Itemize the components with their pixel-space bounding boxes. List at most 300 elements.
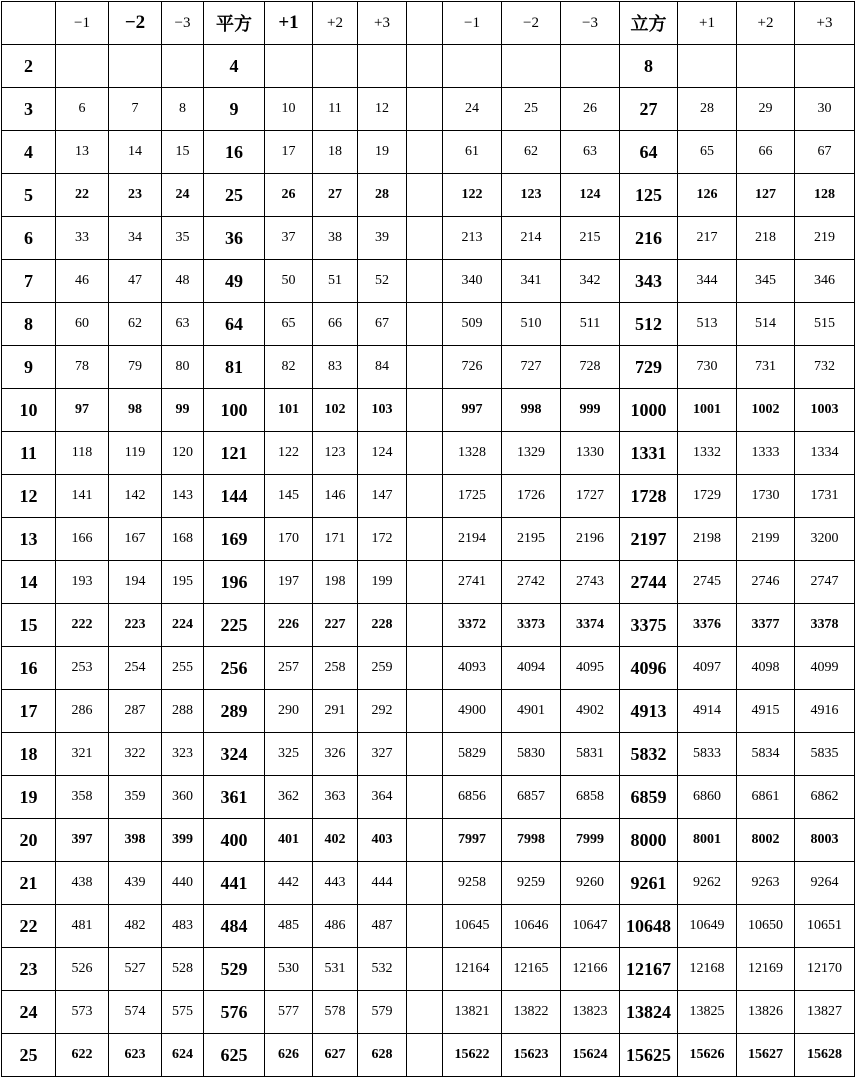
- square-plus-1-cell: 17: [265, 131, 313, 174]
- square-minus-1-cell: 193: [56, 561, 109, 604]
- square-cell: 529: [204, 948, 265, 991]
- gap-cell: [407, 432, 443, 475]
- cube-minus-3-cell: [561, 45, 620, 88]
- cube-cell: 1331: [620, 432, 678, 475]
- cube-plus-3-cell: 8003: [795, 819, 855, 862]
- square-cell: 576: [204, 991, 265, 1034]
- square-minus-1-cell: 286: [56, 690, 109, 733]
- cube-minus-2-cell: 1329: [502, 432, 561, 475]
- square-plus-3-cell: 67: [358, 303, 407, 346]
- square-plus-2-cell: 227: [313, 604, 358, 647]
- cube-plus-3-cell: 67: [795, 131, 855, 174]
- square-minus-1-cell: 78: [56, 346, 109, 389]
- cube-minus-3-cell: 215: [561, 217, 620, 260]
- gap-cell: [407, 346, 443, 389]
- row-number: 22: [2, 905, 56, 948]
- cube-minus-3-cell: 9260: [561, 862, 620, 905]
- cube-plus-1-cell: 1001: [678, 389, 737, 432]
- square-minus-1-cell: 222: [56, 604, 109, 647]
- header-square: 平方: [204, 2, 265, 45]
- square-plus-1-cell: 170: [265, 518, 313, 561]
- table-row: [2, 991, 855, 1034]
- cube-minus-1-cell: 122: [443, 174, 502, 217]
- cube-minus-3-cell: 2196: [561, 518, 620, 561]
- square-minus-1-cell: 46: [56, 260, 109, 303]
- square-plus-3-cell: 579: [358, 991, 407, 1034]
- table-row: [2, 862, 855, 905]
- cube-minus-2-cell: 5830: [502, 733, 561, 776]
- square-plus-1-cell: 197: [265, 561, 313, 604]
- cube-minus-2-cell: 9259: [502, 862, 561, 905]
- cube-minus-1-cell: 6856: [443, 776, 502, 819]
- row-number: 7: [2, 260, 56, 303]
- cube-cell: 3375: [620, 604, 678, 647]
- row-number: 12: [2, 475, 56, 518]
- square-plus-1-cell: 226: [265, 604, 313, 647]
- cube-plus-2-cell: 2746: [737, 561, 795, 604]
- square-plus-2-cell: 578: [313, 991, 358, 1034]
- cube-minus-1-cell: [443, 45, 502, 88]
- cube-plus-1-cell: [678, 45, 737, 88]
- cube-plus-1-cell: 12168: [678, 948, 737, 991]
- cube-minus-1-cell: 213: [443, 217, 502, 260]
- row-number: 5: [2, 174, 56, 217]
- row-number: 18: [2, 733, 56, 776]
- square-plus-1-cell: 362: [265, 776, 313, 819]
- square-plus-1-cell: 82: [265, 346, 313, 389]
- cube-plus-3-cell: 219: [795, 217, 855, 260]
- square-minus-1-cell: 358: [56, 776, 109, 819]
- cube-minus-3-cell: 1727: [561, 475, 620, 518]
- header-gap: [407, 2, 443, 45]
- square-minus-3-cell: 528: [162, 948, 204, 991]
- row-number: 4: [2, 131, 56, 174]
- cube-plus-2-cell: 731: [737, 346, 795, 389]
- square-cell: 169: [204, 518, 265, 561]
- square-minus-2-cell: 23: [109, 174, 162, 217]
- row-number: 11: [2, 432, 56, 475]
- square-plus-1-cell: 442: [265, 862, 313, 905]
- square-plus-1-cell: [265, 45, 313, 88]
- square-plus-2-cell: 443: [313, 862, 358, 905]
- square-minus-2-cell: 34: [109, 217, 162, 260]
- square-plus-1-cell: 530: [265, 948, 313, 991]
- header-cube-minus-3: −3: [561, 2, 620, 45]
- square-minus-3-cell: 80: [162, 346, 204, 389]
- square-plus-1-cell: 101: [265, 389, 313, 432]
- square-minus-1-cell: 97: [56, 389, 109, 432]
- table-row: [2, 131, 855, 174]
- row-number: 17: [2, 690, 56, 733]
- square-plus-2-cell: 51: [313, 260, 358, 303]
- square-minus-3-cell: 63: [162, 303, 204, 346]
- cube-cell: 8: [620, 45, 678, 88]
- cube-minus-2-cell: 123: [502, 174, 561, 217]
- cube-plus-3-cell: 732: [795, 346, 855, 389]
- gap-cell: [407, 303, 443, 346]
- gap-cell: [407, 561, 443, 604]
- square-minus-3-cell: 575: [162, 991, 204, 1034]
- square-cell: 4: [204, 45, 265, 88]
- cube-minus-2-cell: 13822: [502, 991, 561, 1034]
- cube-plus-3-cell: 3200: [795, 518, 855, 561]
- row-number: 2: [2, 45, 56, 88]
- cube-plus-1-cell: 2745: [678, 561, 737, 604]
- square-plus-2-cell: 531: [313, 948, 358, 991]
- cube-cell: 2744: [620, 561, 678, 604]
- row-number: 14: [2, 561, 56, 604]
- square-minus-3-cell: 440: [162, 862, 204, 905]
- square-plus-1-cell: 65: [265, 303, 313, 346]
- table-row: [2, 260, 855, 303]
- cube-minus-3-cell: 6858: [561, 776, 620, 819]
- cube-minus-1-cell: 9258: [443, 862, 502, 905]
- square-minus-3-cell: 360: [162, 776, 204, 819]
- cube-minus-1-cell: 1328: [443, 432, 502, 475]
- square-minus-2-cell: 194: [109, 561, 162, 604]
- square-plus-2-cell: 258: [313, 647, 358, 690]
- table-row: [2, 432, 855, 475]
- row-number: 9: [2, 346, 56, 389]
- square-plus-2-cell: [313, 45, 358, 88]
- header-cube: 立方: [620, 2, 678, 45]
- cube-minus-3-cell: 13823: [561, 991, 620, 1034]
- square-minus-3-cell: 195: [162, 561, 204, 604]
- table-row: [2, 1034, 855, 1077]
- cube-minus-2-cell: 2195: [502, 518, 561, 561]
- square-cell: 16: [204, 131, 265, 174]
- row-number: 8: [2, 303, 56, 346]
- cube-plus-3-cell: 9264: [795, 862, 855, 905]
- square-minus-1-cell: 481: [56, 905, 109, 948]
- cube-plus-3-cell: [795, 45, 855, 88]
- gap-cell: [407, 518, 443, 561]
- square-minus-3-cell: 255: [162, 647, 204, 690]
- square-plus-2-cell: 326: [313, 733, 358, 776]
- cube-minus-3-cell: 3374: [561, 604, 620, 647]
- cube-minus-3-cell: 5831: [561, 733, 620, 776]
- cube-plus-2-cell: 1333: [737, 432, 795, 475]
- square-minus-1-cell: 397: [56, 819, 109, 862]
- square-cell: 400: [204, 819, 265, 862]
- gap-cell: [407, 647, 443, 690]
- square-minus-3-cell: 120: [162, 432, 204, 475]
- cube-minus-2-cell: 2742: [502, 561, 561, 604]
- cube-minus-3-cell: 7999: [561, 819, 620, 862]
- cube-plus-2-cell: 66: [737, 131, 795, 174]
- cube-plus-1-cell: 2198: [678, 518, 737, 561]
- row-number: 25: [2, 1034, 56, 1077]
- cube-plus-3-cell: 15628: [795, 1034, 855, 1077]
- cube-cell: 4096: [620, 647, 678, 690]
- square-cell: 361: [204, 776, 265, 819]
- header-square-minus-3: −3: [162, 2, 204, 45]
- gap-cell: [407, 948, 443, 991]
- cube-plus-2-cell: 8002: [737, 819, 795, 862]
- square-plus-2-cell: 146: [313, 475, 358, 518]
- square-plus-2-cell: 83: [313, 346, 358, 389]
- cube-minus-2-cell: 4901: [502, 690, 561, 733]
- cube-minus-2-cell: 25: [502, 88, 561, 131]
- cube-cell: 1728: [620, 475, 678, 518]
- cube-minus-1-cell: 5829: [443, 733, 502, 776]
- square-plus-2-cell: 66: [313, 303, 358, 346]
- cube-cell: 10648: [620, 905, 678, 948]
- square-minus-3-cell: 143: [162, 475, 204, 518]
- square-plus-1-cell: 26: [265, 174, 313, 217]
- cube-minus-1-cell: 2741: [443, 561, 502, 604]
- row-number: 3: [2, 88, 56, 131]
- cube-plus-3-cell: 13827: [795, 991, 855, 1034]
- header-square-minus-2: −2: [109, 2, 162, 45]
- header-cube-minus-1: −1: [443, 2, 502, 45]
- table-row: [2, 819, 855, 862]
- row-number: 10: [2, 389, 56, 432]
- cube-minus-2-cell: 6857: [502, 776, 561, 819]
- gap-cell: [407, 991, 443, 1034]
- square-cell: 225: [204, 604, 265, 647]
- square-cell: 9: [204, 88, 265, 131]
- header-square-plus-1: +1: [265, 2, 313, 45]
- square-plus-1-cell: 37: [265, 217, 313, 260]
- cube-plus-2-cell: 127: [737, 174, 795, 217]
- cube-minus-2-cell: 510: [502, 303, 561, 346]
- table-row: [2, 948, 855, 991]
- square-plus-3-cell: 52: [358, 260, 407, 303]
- cube-plus-2-cell: 5834: [737, 733, 795, 776]
- square-plus-2-cell: 627: [313, 1034, 358, 1077]
- table-row: [2, 690, 855, 733]
- cube-plus-3-cell: 515: [795, 303, 855, 346]
- cube-cell: 9261: [620, 862, 678, 905]
- square-plus-3-cell: 172: [358, 518, 407, 561]
- square-minus-2-cell: 623: [109, 1034, 162, 1077]
- row-number: 16: [2, 647, 56, 690]
- square-minus-3-cell: [162, 45, 204, 88]
- square-minus-2-cell: 62: [109, 303, 162, 346]
- square-minus-1-cell: 6: [56, 88, 109, 131]
- square-minus-2-cell: 359: [109, 776, 162, 819]
- cube-plus-1-cell: 9262: [678, 862, 737, 905]
- cube-minus-2-cell: 341: [502, 260, 561, 303]
- square-minus-3-cell: 15: [162, 131, 204, 174]
- square-plus-2-cell: 102: [313, 389, 358, 432]
- table-row: [2, 776, 855, 819]
- square-plus-2-cell: 486: [313, 905, 358, 948]
- cube-plus-2-cell: 218: [737, 217, 795, 260]
- square-plus-3-cell: 39: [358, 217, 407, 260]
- square-plus-1-cell: 257: [265, 647, 313, 690]
- square-minus-1-cell: 118: [56, 432, 109, 475]
- square-cell: 64: [204, 303, 265, 346]
- cube-plus-2-cell: 6861: [737, 776, 795, 819]
- cube-minus-3-cell: 1330: [561, 432, 620, 475]
- square-minus-1-cell: 141: [56, 475, 109, 518]
- gap-cell: [407, 260, 443, 303]
- row-number: 19: [2, 776, 56, 819]
- cube-minus-3-cell: 124: [561, 174, 620, 217]
- cube-minus-3-cell: 12166: [561, 948, 620, 991]
- gap-cell: [407, 45, 443, 88]
- cube-cell: 6859: [620, 776, 678, 819]
- gap-cell: [407, 88, 443, 131]
- square-plus-3-cell: 147: [358, 475, 407, 518]
- table-row: [2, 561, 855, 604]
- square-minus-2-cell: 167: [109, 518, 162, 561]
- square-plus-1-cell: 10: [265, 88, 313, 131]
- cube-minus-2-cell: 7998: [502, 819, 561, 862]
- cube-minus-2-cell: 15623: [502, 1034, 561, 1077]
- header-corner: [2, 2, 56, 45]
- square-cell: 100: [204, 389, 265, 432]
- cube-minus-1-cell: 24: [443, 88, 502, 131]
- table-row: [2, 905, 855, 948]
- gap-cell: [407, 733, 443, 776]
- square-minus-2-cell: 47: [109, 260, 162, 303]
- square-minus-1-cell: 622: [56, 1034, 109, 1077]
- square-plus-1-cell: 325: [265, 733, 313, 776]
- cube-plus-1-cell: 15626: [678, 1034, 737, 1077]
- square-minus-2-cell: 574: [109, 991, 162, 1034]
- cube-minus-2-cell: 1726: [502, 475, 561, 518]
- square-minus-1-cell: 526: [56, 948, 109, 991]
- cube-plus-1-cell: 8001: [678, 819, 737, 862]
- square-minus-1-cell: 321: [56, 733, 109, 776]
- cube-cell: 4913: [620, 690, 678, 733]
- cube-cell: 2197: [620, 518, 678, 561]
- square-plus-3-cell: 12: [358, 88, 407, 131]
- square-plus-3-cell: 403: [358, 819, 407, 862]
- cube-plus-1-cell: 6860: [678, 776, 737, 819]
- cube-plus-2-cell: 29: [737, 88, 795, 131]
- square-plus-1-cell: 577: [265, 991, 313, 1034]
- square-plus-1-cell: 145: [265, 475, 313, 518]
- cube-plus-1-cell: 5833: [678, 733, 737, 776]
- square-cell: 289: [204, 690, 265, 733]
- square-minus-2-cell: 254: [109, 647, 162, 690]
- cube-plus-3-cell: 1003: [795, 389, 855, 432]
- cube-minus-1-cell: 13821: [443, 991, 502, 1034]
- square-minus-2-cell: 98: [109, 389, 162, 432]
- table-row: [2, 303, 855, 346]
- header-cube-plus-3: +3: [795, 2, 855, 45]
- gap-cell: [407, 475, 443, 518]
- cube-cell: 1000: [620, 389, 678, 432]
- cube-minus-2-cell: 727: [502, 346, 561, 389]
- cube-plus-2-cell: 345: [737, 260, 795, 303]
- table-row: [2, 45, 855, 88]
- square-minus-2-cell: 79: [109, 346, 162, 389]
- cube-plus-1-cell: 126: [678, 174, 737, 217]
- cube-plus-2-cell: 9263: [737, 862, 795, 905]
- cube-plus-3-cell: 12170: [795, 948, 855, 991]
- cube-plus-3-cell: 2747: [795, 561, 855, 604]
- cube-minus-1-cell: 12164: [443, 948, 502, 991]
- square-cell: 484: [204, 905, 265, 948]
- gap-cell: [407, 174, 443, 217]
- cube-minus-1-cell: 509: [443, 303, 502, 346]
- cube-plus-3-cell: 4099: [795, 647, 855, 690]
- table-row: [2, 217, 855, 260]
- gap-cell: [407, 389, 443, 432]
- cube-cell: 8000: [620, 819, 678, 862]
- square-minus-2-cell: 119: [109, 432, 162, 475]
- square-cell: 49: [204, 260, 265, 303]
- square-cell: 625: [204, 1034, 265, 1077]
- square-plus-3-cell: 259: [358, 647, 407, 690]
- table-row: [2, 733, 855, 776]
- gap-cell: [407, 1034, 443, 1077]
- square-cell: 441: [204, 862, 265, 905]
- cube-plus-2-cell: 12169: [737, 948, 795, 991]
- square-plus-1-cell: 485: [265, 905, 313, 948]
- gap-cell: [407, 862, 443, 905]
- cube-minus-1-cell: 2194: [443, 518, 502, 561]
- square-minus-2-cell: 14: [109, 131, 162, 174]
- row-number: 24: [2, 991, 56, 1034]
- cube-minus-1-cell: 7997: [443, 819, 502, 862]
- square-minus-3-cell: 288: [162, 690, 204, 733]
- cube-minus-3-cell: 4902: [561, 690, 620, 733]
- cube-minus-3-cell: 26: [561, 88, 620, 131]
- cube-cell: 343: [620, 260, 678, 303]
- cube-plus-1-cell: 344: [678, 260, 737, 303]
- cube-plus-3-cell: 1731: [795, 475, 855, 518]
- square-minus-1-cell: 22: [56, 174, 109, 217]
- square-plus-3-cell: 28: [358, 174, 407, 217]
- table-row: [2, 647, 855, 690]
- cube-plus-2-cell: 1002: [737, 389, 795, 432]
- cube-minus-3-cell: 10647: [561, 905, 620, 948]
- square-minus-3-cell: 99: [162, 389, 204, 432]
- square-plus-2-cell: 291: [313, 690, 358, 733]
- row-number: 21: [2, 862, 56, 905]
- cube-plus-1-cell: 3376: [678, 604, 737, 647]
- cube-plus-1-cell: 730: [678, 346, 737, 389]
- header-square-plus-3: +3: [358, 2, 407, 45]
- square-plus-3-cell: 628: [358, 1034, 407, 1077]
- cube-minus-2-cell: 62: [502, 131, 561, 174]
- square-minus-3-cell: 624: [162, 1034, 204, 1077]
- cube-cell: 5832: [620, 733, 678, 776]
- row-number: 13: [2, 518, 56, 561]
- square-cell: 81: [204, 346, 265, 389]
- cube-minus-3-cell: 2743: [561, 561, 620, 604]
- cube-plus-2-cell: 4915: [737, 690, 795, 733]
- table-row: [2, 475, 855, 518]
- cube-plus-2-cell: [737, 45, 795, 88]
- square-plus-3-cell: 532: [358, 948, 407, 991]
- gap-cell: [407, 690, 443, 733]
- square-plus-2-cell: 18: [313, 131, 358, 174]
- table-row: [2, 604, 855, 647]
- square-plus-2-cell: 363: [313, 776, 358, 819]
- square-minus-2-cell: 398: [109, 819, 162, 862]
- square-plus-3-cell: 292: [358, 690, 407, 733]
- square-minus-2-cell: 142: [109, 475, 162, 518]
- cube-minus-2-cell: 214: [502, 217, 561, 260]
- square-minus-2-cell: 223: [109, 604, 162, 647]
- cube-plus-2-cell: 514: [737, 303, 795, 346]
- header-cube-plus-2: +2: [737, 2, 795, 45]
- square-minus-1-cell: 13: [56, 131, 109, 174]
- cube-cell: 216: [620, 217, 678, 260]
- cube-minus-1-cell: 4093: [443, 647, 502, 690]
- cube-minus-2-cell: 998: [502, 389, 561, 432]
- cube-plus-1-cell: 65: [678, 131, 737, 174]
- square-plus-2-cell: 38: [313, 217, 358, 260]
- header-cube-plus-1: +1: [678, 2, 737, 45]
